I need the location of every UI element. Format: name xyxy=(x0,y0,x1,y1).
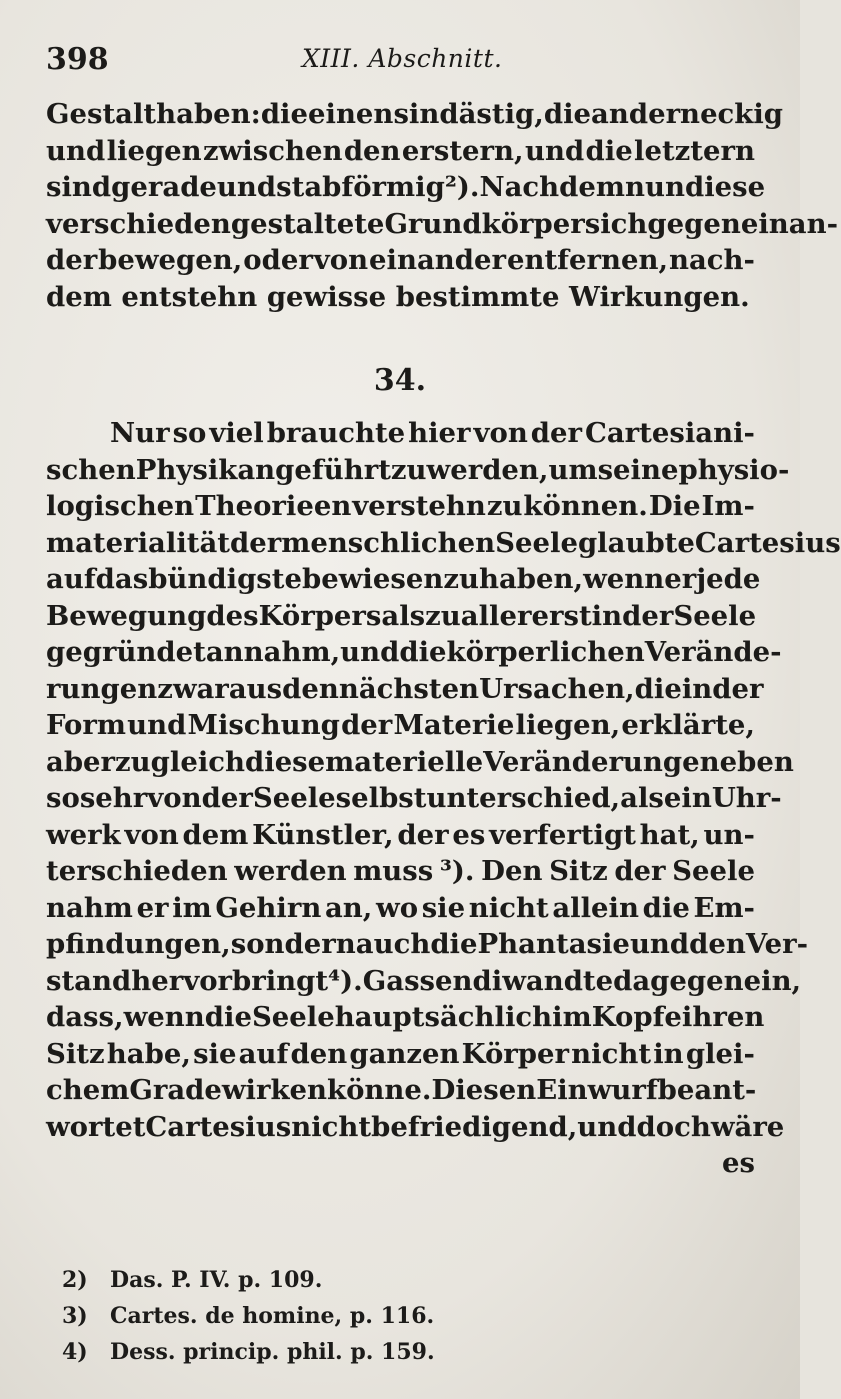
text-line: materialität der menschlichen Seele glaubte Cartesius xyxy=(46,526,841,559)
paragraph-2 xyxy=(46,415,841,1182)
text-line: sind gerade und stabförmig ²). Nachdem nun diese xyxy=(46,171,766,203)
text-line: Gestalt haben: die einen sind ästig, die andern eckig xyxy=(46,98,784,130)
text-line: verschieden gestaltete Grundkörper sich gegen einan- xyxy=(46,207,839,240)
text-line: Nur so viel brauchte hier von der Cartesiani- xyxy=(110,417,755,449)
text-line: dem entstehn gewisse bestimmte Wirkungen. xyxy=(46,280,750,313)
text-line: so sehr von der Seele selbst unterschied, als ein Uhr- xyxy=(46,782,782,814)
section-number: 34. xyxy=(373,363,427,398)
text-line: aber zugleich diese materielle Veränderungen eben xyxy=(46,745,794,778)
footnote xyxy=(62,1334,435,1370)
text-line: der bewegen, oder von einander entfernen, nach- xyxy=(46,244,755,276)
text-line: terschieden werden muss ³). Den Sitz der Seele xyxy=(46,855,755,887)
footnote xyxy=(62,1298,435,1334)
text-line: wortet Cartesius nicht befriedigend, und doch wäre xyxy=(46,1110,785,1143)
text-line: nahm er im Gehirn an, wo sie nicht allein die Em- xyxy=(46,891,755,924)
footnote-number: 4) xyxy=(62,1339,88,1365)
text-line: und liegen zwischen den erstern, und die letztern xyxy=(46,134,755,167)
text-line: rungen zwar aus den nächsten Ursachen, die in der xyxy=(46,672,764,705)
page-header xyxy=(46,42,754,86)
text-line: logischen Theorieen verstehn zu können. Die Im- xyxy=(46,490,755,522)
paragraph-1 xyxy=(46,96,839,315)
text-line: Bewegung des Körpers als zu allererst in der Seele xyxy=(46,599,757,632)
footnotes xyxy=(62,1262,435,1370)
catchword: es xyxy=(722,1147,755,1179)
text-line: Sitz habe, sie auf den ganzen Körper nicht in glei- xyxy=(46,1037,755,1070)
text-line: dass, wenn die Seele hauptsächlich im Kopfe ihren xyxy=(46,1001,765,1033)
text-line: werk von dem Künstler, der es verfertigt hat, un- xyxy=(46,818,755,851)
footnote-number: 2) xyxy=(62,1267,88,1293)
footnote-number: 3) xyxy=(62,1303,88,1329)
text-line: Form und Mischung der Materie liegen, erklärte, xyxy=(46,709,755,741)
text-line: schen Physik angeführt zu werden, um seine physio- xyxy=(46,453,790,486)
footnote-text: Das. P. IV. p. 109. xyxy=(110,1267,323,1293)
text-line: stand hervorbringt ⁴). Gassendi wandte dagegen ein, xyxy=(46,964,802,997)
page-number: 398 xyxy=(46,42,109,77)
footnote-text: Dess. princip. phil. p. 159. xyxy=(110,1339,435,1365)
text-line: chem Grade wirken könne. Diesen Einwurf beant- xyxy=(46,1074,757,1106)
text-line: pfindungen, sondern auch die Phantasie und den Ver- xyxy=(46,928,809,960)
text-line: auf das bündigste bewiesen zu haben, wenn er jede xyxy=(46,563,761,595)
footnote xyxy=(62,1262,435,1298)
footnote-text: Cartes. de homine, p. 116. xyxy=(110,1303,435,1329)
text-line: gegründet annahm, und die körperlichen Verände- xyxy=(46,636,782,668)
running-title: XIII. Abschnitt. xyxy=(302,44,503,73)
